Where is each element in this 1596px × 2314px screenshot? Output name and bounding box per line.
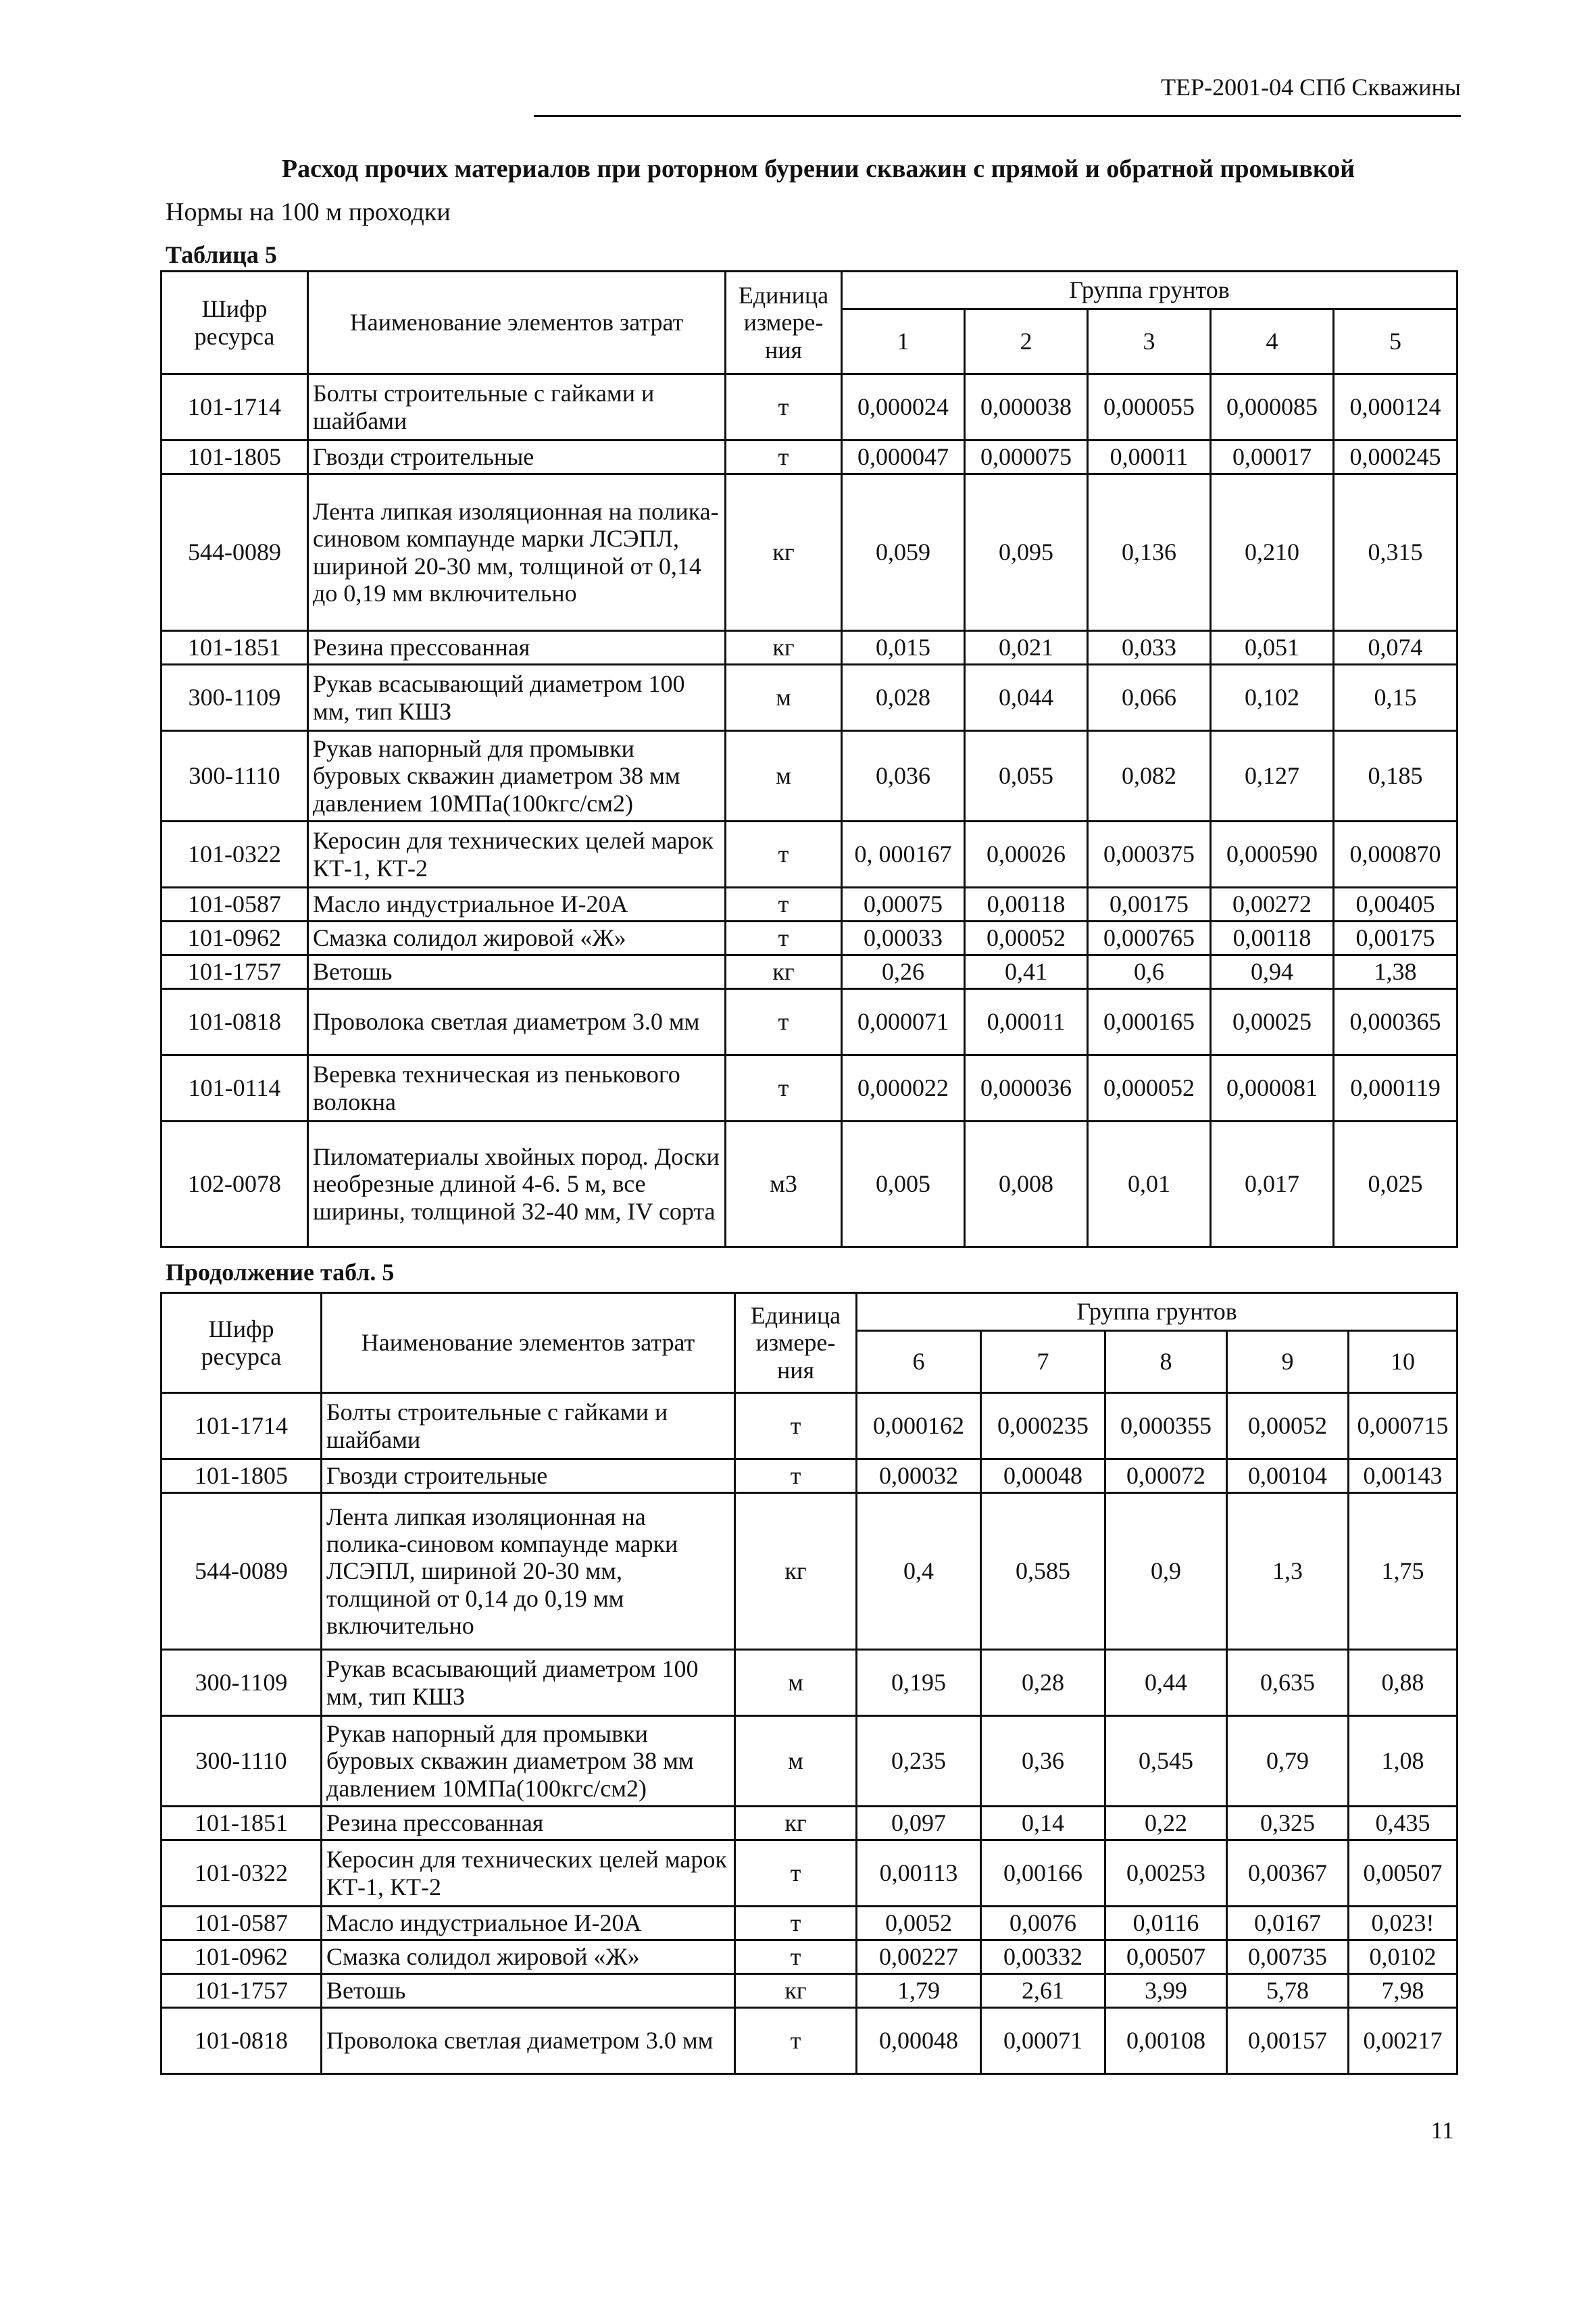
norm-value-cell: 0,00157 (1227, 2008, 1349, 2074)
norm-value-cell: 0,000081 (1211, 1055, 1334, 1122)
cost-element-name-cell: Рукав напорный для промывки буровых скважин диаметром 38 мм давлением 10МПа(100кгс/см2) (322, 1716, 735, 1807)
norm-value-cell: 0,136 (1088, 474, 1211, 631)
resource-code-cell: 300-1109 (161, 1650, 322, 1716)
table-continuation-caption: Продолжение табл. 5 (166, 1259, 395, 1286)
cost-element-name-cell: Проволока светлая диаметром 3.0 мм (322, 2008, 735, 2074)
norm-value-cell: 0,000165 (1088, 989, 1211, 1055)
header-group-number: 8 (1105, 1331, 1227, 1393)
norm-value-cell: 0,005 (842, 1122, 965, 1247)
table-row (161, 989, 1457, 1055)
cost-element-name-cell: Керосин для технических целей марок КТ-1, КТ-2 (308, 822, 726, 888)
table-row (161, 631, 1457, 665)
norm-value-cell: 1,75 (1349, 1493, 1457, 1650)
norm-value-cell: 0,00217 (1349, 2008, 1457, 2074)
norm-value-cell: 0,00072 (1105, 1459, 1227, 1493)
norm-value-cell: 0,000355 (1105, 1393, 1227, 1459)
norm-value-cell: 0,000036 (965, 1055, 1088, 1122)
norm-value-cell: 0,6 (1088, 955, 1211, 989)
norm-value-cell: 0,097 (857, 1807, 981, 1840)
cost-element-name-cell: Гвозди строительные (322, 1459, 735, 1493)
cost-element-name-cell: Ветошь (322, 1974, 735, 2008)
norm-value-cell: 0,26 (842, 955, 965, 989)
norm-value-cell: 0,235 (857, 1716, 981, 1807)
norm-value-cell: 0,185 (1334, 731, 1457, 822)
resource-code-cell: 101-1851 (161, 631, 308, 665)
norm-value-cell: 0,41 (965, 955, 1088, 989)
unit-cell: кг (726, 955, 842, 989)
norm-value-cell: 0,00025 (1211, 989, 1334, 1055)
norm-value-cell: 0,00507 (1105, 1940, 1227, 1974)
norm-value-cell: 0,000590 (1211, 822, 1334, 888)
norm-value-cell: 0,00332 (981, 1940, 1105, 1974)
table-row (161, 1907, 1457, 1940)
norm-value-cell: 0,044 (965, 665, 1088, 731)
norm-value-cell: 0,066 (1088, 665, 1211, 731)
table-body (161, 374, 1457, 1247)
resource-code-cell: 544-0089 (161, 474, 308, 631)
norm-value-cell: 7,98 (1349, 1974, 1457, 2008)
norm-value-cell: 0,79 (1227, 1716, 1349, 1807)
table-row (161, 1840, 1457, 1907)
norm-value-cell: 0,00026 (965, 822, 1088, 888)
header-group-number: 3 (1088, 309, 1211, 374)
norm-value-cell: 0,4 (857, 1493, 981, 1650)
unit-cell: т (735, 1940, 857, 1974)
header-rule (534, 115, 1461, 117)
norm-value-cell: 0,000055 (1088, 374, 1211, 441)
page-number: 11 (1430, 2117, 1454, 2144)
table-row (161, 1974, 1457, 2008)
norm-value-cell: 0,000085 (1211, 374, 1334, 441)
norm-value-cell: 0,059 (842, 474, 965, 631)
table-row (161, 1493, 1457, 1650)
norm-value-cell: 0,635 (1227, 1650, 1349, 1716)
norm-value-cell: 0,28 (981, 1650, 1105, 1716)
norm-value-cell: 1,38 (1334, 955, 1457, 989)
header-unit: Единица измере-ния (735, 1293, 857, 1393)
norm-value-cell: 0,000715 (1349, 1393, 1457, 1459)
resource-code-cell: 101-1805 (161, 1459, 322, 1493)
norm-value-cell: 0,545 (1105, 1716, 1227, 1807)
table-row (161, 1459, 1457, 1493)
unit-cell: кг (726, 631, 842, 665)
norm-value-cell: 0,00118 (1211, 922, 1334, 955)
header-group-number: 10 (1349, 1331, 1457, 1393)
resource-code-cell: 300-1110 (161, 731, 308, 822)
norm-value-cell: 0,00033 (842, 922, 965, 955)
norm-value-cell: 0,435 (1349, 1807, 1457, 1840)
cost-element-name-cell: Болты строительные с гайками и шайбами (322, 1393, 735, 1459)
header-group-number: 2 (965, 309, 1088, 374)
norm-value-cell: 0,025 (1334, 1122, 1457, 1247)
cost-element-name-cell: Лента липкая изоляционная на полика-синовом компаунде марки ЛСЭПЛ, шириной 20-30 мм, толщиной от 0,14 до 0,19 мм включительно (322, 1493, 735, 1650)
norm-value-cell: 0,00143 (1349, 1459, 1457, 1493)
norm-value-cell: 0,210 (1211, 474, 1334, 631)
norm-value-cell: 0,028 (842, 665, 965, 731)
norm-value-cell: 1,3 (1227, 1493, 1349, 1650)
unit-cell: кг (735, 1493, 857, 1650)
unit-cell: т (726, 922, 842, 955)
norm-value-cell: 0,00052 (965, 922, 1088, 955)
norm-value-cell: 0,023! (1349, 1907, 1457, 1940)
header-cost-element-name: Наименование элементов затрат (322, 1293, 735, 1393)
norm-value-cell: 0,44 (1105, 1650, 1227, 1716)
norm-value-cell: 3,99 (1105, 1974, 1227, 2008)
norm-value-cell: 0,017 (1211, 1122, 1334, 1247)
unit-cell: кг (726, 474, 842, 631)
norm-value-cell: 0,9 (1105, 1493, 1227, 1650)
table-row (161, 1716, 1457, 1807)
cost-element-name-cell: Резина прессованная (322, 1807, 735, 1840)
table-row (161, 1122, 1457, 1247)
norms-subtitle: Нормы на 100 м проходки (166, 198, 451, 226)
norm-value-cell: 0,000235 (981, 1393, 1105, 1459)
materials-table-groups-6-10 (160, 1292, 1458, 2075)
unit-cell: т (726, 888, 842, 922)
norm-value-cell: 0,000047 (842, 441, 965, 474)
cost-element-name-cell: Веревка техническая из пенькового волокна (308, 1055, 726, 1122)
table-row (161, 955, 1457, 989)
norm-value-cell: 0,102 (1211, 665, 1334, 731)
cost-element-name-cell: Смазка солидол жировой «Ж» (308, 922, 726, 955)
norm-value-cell: 0,00113 (857, 1840, 981, 1907)
unit-cell: т (726, 1055, 842, 1122)
norm-value-cell: 0,082 (1088, 731, 1211, 822)
norm-value-cell: 0,015 (842, 631, 965, 665)
norm-value-cell: 0,000075 (965, 441, 1088, 474)
norm-value-cell: 0,008 (965, 1122, 1088, 1247)
unit-cell: т (726, 989, 842, 1055)
norm-value-cell: 0,036 (842, 731, 965, 822)
norm-value-cell: 0, 000167 (842, 822, 965, 888)
norm-value-cell: 0,000162 (857, 1393, 981, 1459)
cost-element-name-cell: Смазка солидол жировой «Ж» (322, 1940, 735, 1974)
unit-cell: м (735, 1650, 857, 1716)
unit-cell: т (726, 441, 842, 474)
norm-value-cell: 0,315 (1334, 474, 1457, 631)
materials-table-groups-1-5 (160, 270, 1458, 1248)
unit-cell: т (735, 1393, 857, 1459)
norm-value-cell: 0,000365 (1334, 989, 1457, 1055)
norm-value-cell: 0,00108 (1105, 2008, 1227, 2074)
cost-element-name-cell: Масло индустриальное И-20А (308, 888, 726, 922)
table-row (161, 822, 1457, 888)
document-code-header: ТЕР-2001-04 СПб Скважины (1161, 74, 1461, 101)
unit-cell: кг (735, 1974, 857, 2008)
table-row (161, 1055, 1457, 1122)
norm-value-cell: 0,00272 (1211, 888, 1334, 922)
table-row (161, 441, 1457, 474)
cost-element-name-cell: Ветошь (308, 955, 726, 989)
norm-value-cell: 0,00048 (981, 1459, 1105, 1493)
norm-value-cell: 0,36 (981, 1716, 1105, 1807)
norm-value-cell: 0,00048 (857, 2008, 981, 2074)
document-title: Расход прочих материалов при роторном бурении скважин с прямой и обратной промывкой (281, 155, 1355, 183)
norm-value-cell: 0,051 (1211, 631, 1334, 665)
table-row (161, 2008, 1457, 2074)
norm-value-cell: 0,00011 (1088, 441, 1211, 474)
header-soil-group: Группа грунтов (842, 272, 1457, 309)
norm-value-cell: 0,095 (965, 474, 1088, 631)
header-group-number: 4 (1211, 309, 1334, 374)
resource-code-cell: 101-1714 (161, 1393, 322, 1459)
norm-value-cell: 0,00253 (1105, 1840, 1227, 1907)
cost-element-name-cell: Рукав всасывающий диаметром 100 мм, тип КШЗ (322, 1650, 735, 1716)
header-group-number: 1 (842, 309, 965, 374)
norm-value-cell: 0,00071 (981, 2008, 1105, 2074)
resource-code-cell: 102-0078 (161, 1122, 308, 1247)
header-group-number: 6 (857, 1331, 981, 1393)
unit-cell: м (726, 731, 842, 822)
resource-code-cell: 101-0818 (161, 989, 308, 1055)
norm-value-cell: 2,61 (981, 1974, 1105, 2008)
resource-code-cell: 101-0587 (161, 1907, 322, 1940)
norm-value-cell: 0,00032 (857, 1459, 981, 1493)
cost-element-name-cell: Рукав напорный для промывки буровых скважин диаметром 38 мм давлением 10МПа(100кгс/см2) (308, 731, 726, 822)
resource-code-cell: 300-1109 (161, 665, 308, 731)
resource-code-cell: 101-0114 (161, 1055, 308, 1122)
header-resource-code: Шифр ресурса (161, 1293, 322, 1393)
resource-code-cell: 300-1110 (161, 1716, 322, 1807)
unit-cell: т (726, 374, 842, 441)
norm-value-cell: 0,00175 (1088, 888, 1211, 922)
table-row (161, 1940, 1457, 1974)
resource-code-cell: 101-0322 (161, 822, 308, 888)
norm-value-cell: 0,000052 (1088, 1055, 1211, 1122)
norm-value-cell: 0,00175 (1334, 922, 1457, 955)
norm-value-cell: 0,325 (1227, 1807, 1349, 1840)
cost-element-name-cell: Масло индустриальное И-20А (322, 1907, 735, 1940)
resource-code-cell: 101-1714 (161, 374, 308, 441)
norm-value-cell: 0,000870 (1334, 822, 1457, 888)
table-row (161, 922, 1457, 955)
norm-value-cell: 0,00118 (965, 888, 1088, 922)
norm-value-cell: 0,00735 (1227, 1940, 1349, 1974)
norm-value-cell: 0,0076 (981, 1907, 1105, 1940)
norm-value-cell: 0,000022 (842, 1055, 965, 1122)
norm-value-cell: 0,000119 (1334, 1055, 1457, 1122)
norm-value-cell: 0,000038 (965, 374, 1088, 441)
norm-value-cell: 1,08 (1349, 1716, 1457, 1807)
cost-element-name-cell: Болты строительные с гайками и шайбами (308, 374, 726, 441)
unit-cell: т (735, 1459, 857, 1493)
table-row (161, 665, 1457, 731)
norm-value-cell: 5,78 (1227, 1974, 1349, 2008)
norm-value-cell: 0,00507 (1349, 1840, 1457, 1907)
unit-cell: т (726, 822, 842, 888)
resource-code-cell: 101-0587 (161, 888, 308, 922)
resource-code-cell: 101-1757 (161, 955, 308, 989)
cost-element-name-cell: Керосин для технических целей марок КТ-1, КТ-2 (322, 1840, 735, 1907)
unit-cell: м (726, 665, 842, 731)
norm-value-cell: 0,000375 (1088, 822, 1211, 888)
table-row (161, 1650, 1457, 1716)
header-unit: Единица измере-ния (726, 272, 842, 374)
norm-value-cell: 0,000024 (842, 374, 965, 441)
cost-element-name-cell: Проволока светлая диаметром 3.0 мм (308, 989, 726, 1055)
norm-value-cell: 0,021 (965, 631, 1088, 665)
norm-value-cell: 0,000765 (1088, 922, 1211, 955)
norm-value-cell: 0,195 (857, 1650, 981, 1716)
table-row (161, 1393, 1457, 1459)
norm-value-cell: 0,00104 (1227, 1459, 1349, 1493)
norm-value-cell: 0,0116 (1105, 1907, 1227, 1940)
header-group-number: 5 (1334, 309, 1457, 374)
cost-element-name-cell: Резина прессованная (308, 631, 726, 665)
norm-value-cell: 1,79 (857, 1974, 981, 2008)
norm-value-cell: 0,074 (1334, 631, 1457, 665)
norm-value-cell: 0,14 (981, 1807, 1105, 1840)
cost-element-name-cell: Лента липкая изоляционная на полика-синовом компаунде марки ЛСЭПЛ, шириной 20-30 мм, толщиной от 0,14 до 0,19 мм включительно (308, 474, 726, 631)
table-row (161, 474, 1457, 631)
cost-element-name-cell: Гвозди строительные (308, 441, 726, 474)
unit-cell: м3 (726, 1122, 842, 1247)
table-row (161, 731, 1457, 822)
norm-value-cell: 0,00227 (857, 1940, 981, 1974)
norm-value-cell: 0,000124 (1334, 374, 1457, 441)
norm-value-cell: 0,00367 (1227, 1840, 1349, 1907)
table-caption: Таблица 5 (166, 241, 277, 268)
norm-value-cell: 0,22 (1105, 1807, 1227, 1840)
resource-code-cell: 101-0962 (161, 1940, 322, 1974)
norm-value-cell: 0,000245 (1334, 441, 1457, 474)
header-resource-code: Шифр ресурса (161, 272, 308, 374)
table-body (161, 1393, 1457, 2074)
norm-value-cell: 0,00166 (981, 1840, 1105, 1907)
unit-cell: т (735, 2008, 857, 2074)
norm-value-cell: 0,00052 (1227, 1393, 1349, 1459)
resource-code-cell: 544-0089 (161, 1493, 322, 1650)
table-row (161, 888, 1457, 922)
norm-value-cell: 0,0052 (857, 1907, 981, 1940)
norm-value-cell: 0,055 (965, 731, 1088, 822)
table-row (161, 374, 1457, 441)
resource-code-cell: 101-0818 (161, 2008, 322, 2074)
norm-value-cell: 0,585 (981, 1493, 1105, 1650)
norm-value-cell: 0,00011 (965, 989, 1088, 1055)
resource-code-cell: 101-0962 (161, 922, 308, 955)
header-soil-group: Группа грунтов (857, 1293, 1457, 1331)
resource-code-cell: 101-1757 (161, 1974, 322, 2008)
unit-cell: кг (735, 1807, 857, 1840)
norm-value-cell: 0,00017 (1211, 441, 1334, 474)
resource-code-cell: 101-0322 (161, 1840, 322, 1907)
norm-value-cell: 0,0167 (1227, 1907, 1349, 1940)
header-group-number: 9 (1227, 1331, 1349, 1393)
unit-cell: т (735, 1907, 857, 1940)
resource-code-cell: 101-1805 (161, 441, 308, 474)
norm-value-cell: 0,94 (1211, 955, 1334, 989)
cost-element-name-cell: Пиломатериалы хвойных пород. Доски необрезные длиной 4-6. 5 м, все ширины, толщиной 32-40 мм, IV сорта (308, 1122, 726, 1247)
norm-value-cell: 0,00405 (1334, 888, 1457, 922)
header-cost-element-name: Наименование элементов затрат (308, 272, 726, 374)
norm-value-cell: 0,0102 (1349, 1940, 1457, 1974)
unit-cell: м (735, 1716, 857, 1807)
norm-value-cell: 0,88 (1349, 1650, 1457, 1716)
norm-value-cell: 0,15 (1334, 665, 1457, 731)
table-row (161, 1807, 1457, 1840)
norm-value-cell: 0,000071 (842, 989, 965, 1055)
unit-cell: т (735, 1840, 857, 1907)
header-group-number: 7 (981, 1331, 1105, 1393)
norm-value-cell: 0,00075 (842, 888, 965, 922)
norm-value-cell: 0,01 (1088, 1122, 1211, 1247)
resource-code-cell: 101-1851 (161, 1807, 322, 1840)
norm-value-cell: 0,033 (1088, 631, 1211, 665)
norm-value-cell: 0,127 (1211, 731, 1334, 822)
cost-element-name-cell: Рукав всасывающий диаметром 100 мм, тип КШЗ (308, 665, 726, 731)
